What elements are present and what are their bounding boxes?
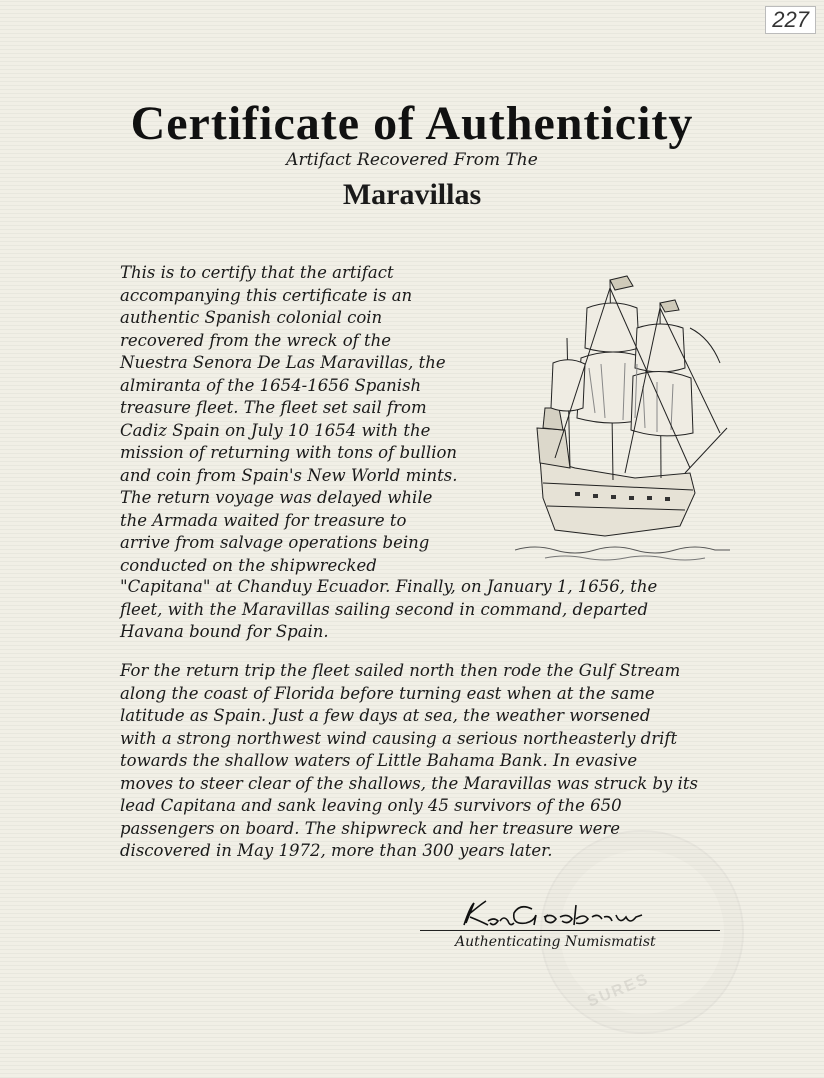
text-line: This is to certify that the artifact xyxy=(120,263,394,282)
text-line: and coin from Spain's New World mints. xyxy=(120,465,458,485)
text-line: towards the shallow waters of Little Bahama Bank. In evasive xyxy=(120,751,638,770)
text-line: latitude as Spain. Just a few days at sea, the weather worsened xyxy=(120,706,651,725)
text-line: lead Capitana and sank leaving only 45 survivors of the 650 xyxy=(120,796,622,815)
text-line: Cadiz Spain on July 10 1654 with the xyxy=(120,420,431,440)
text-line: authentic Spanish colonial coin xyxy=(120,308,383,327)
text-line: recovered from the wreck of the xyxy=(120,330,392,350)
signature-text: Ken Goodrow xyxy=(452,895,459,896)
text-line: The return voyage was delayed while xyxy=(120,488,433,507)
paragraph-1 xyxy=(120,262,485,577)
text-line: along the coast of Florida before turning east when at the same xyxy=(120,683,655,703)
text-line: For the return trip the fleet sailed north then rode the Gulf Stream xyxy=(120,661,681,680)
text-line: with a strong northwest wind causing a serious northeasterly drift xyxy=(120,728,678,748)
paragraph-1-continued xyxy=(120,576,740,644)
text-line: treasure fleet. The fleet set sail from xyxy=(120,398,427,417)
text-line: conducted on the shipwrecked xyxy=(120,555,377,575)
text-line: almiranta of the 1654-1656 Spanish xyxy=(120,375,422,395)
text-line: Havana bound for Spain. xyxy=(120,622,329,641)
page-number: 227 xyxy=(765,6,816,34)
seal-text: SURES xyxy=(584,970,652,1011)
text-line: Nuestra Senora De Las Maravillas, the xyxy=(120,353,446,372)
ship-name: Maravillas xyxy=(342,178,482,211)
text-line: the Armada waited for treasure to xyxy=(120,510,407,530)
text-line: "Capitana" at Chanduy Ecuador. Finally, on January 1, 1656, the xyxy=(120,577,658,596)
text-line: accompanying this certificate is an xyxy=(120,285,413,305)
certificate-subtitle: Artifact Recovered From The xyxy=(286,150,538,170)
text-line: fleet, with the Maravillas sailing second in command, departed xyxy=(120,599,649,619)
galleon-ship-icon xyxy=(515,268,730,563)
signature-line xyxy=(420,930,720,931)
text-line: arrive from salvage operations being xyxy=(120,533,430,552)
signature-image xyxy=(452,895,662,935)
text-line: passengers on board. The shipwreck and her treasure were xyxy=(120,818,621,838)
text-line: mission of returning with tons of bullion xyxy=(120,443,458,462)
signature-caption: Authenticating Numismatist xyxy=(455,934,656,950)
certificate-title: Certificate of Authenticity xyxy=(130,97,694,150)
text-line: discovered in May 1972, more than 300 years later. xyxy=(120,841,553,860)
text-line: moves to steer clear of the shallows, the Maravillas was struck by its xyxy=(120,773,698,793)
